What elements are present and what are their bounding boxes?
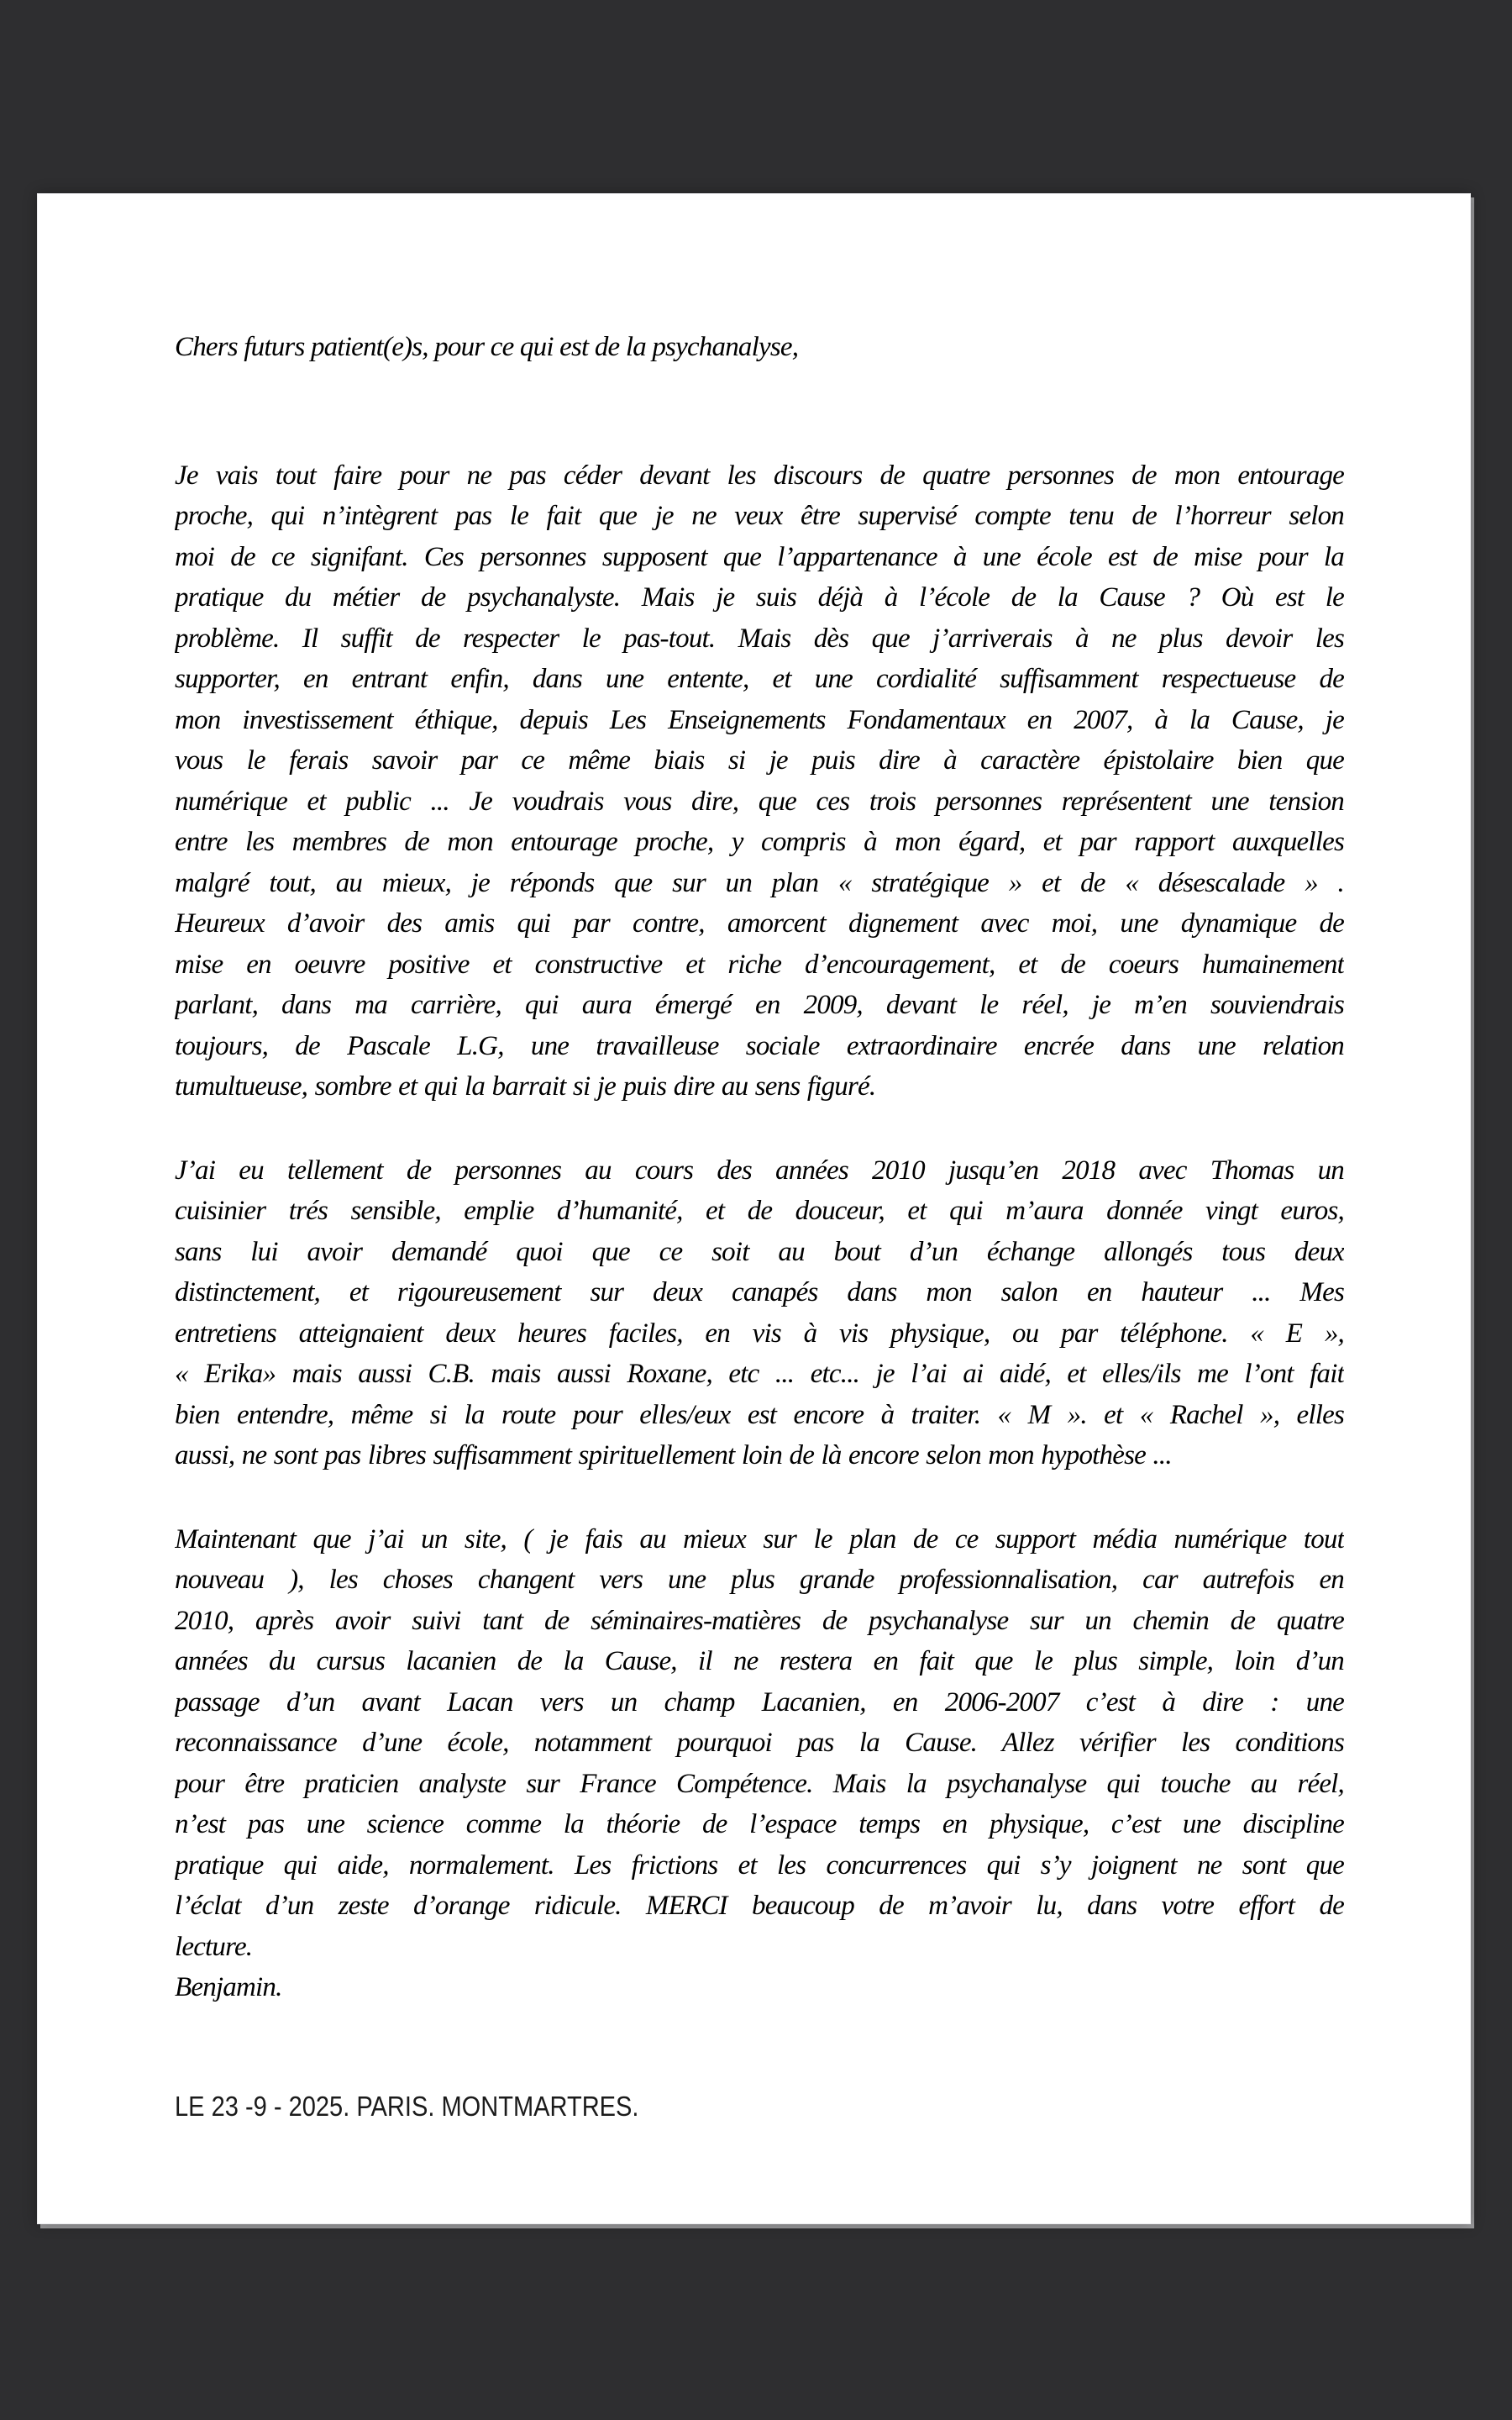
letter-line: moi de ce signifant. Ces personnes supposent que l’appartenance à une école est de mise pour la [175, 541, 1344, 572]
letter-line: distinctement, et rigoureusement sur deux canapés dans mon salon en hauteur ... Mes [175, 1277, 1344, 1307]
letter-line: pratique qui aide, normalement. Les frictions et les concurrences qui s’y joignent ne sont que [175, 1849, 1344, 1881]
letter-page [37, 193, 1471, 2224]
date-location-line: LE 23 -9 - 2025. PARIS. MONTMARTRES. [175, 2090, 639, 2122]
letter-line: Benjamin. [175, 1972, 282, 2002]
letter-body [175, 455, 1344, 2008]
letter-line: « Erika» mais aussi C.B. mais aussi Roxane, etc ... etc... je l’ai ai aidé, et elles/ils me l’ont fait [175, 1359, 1344, 1389]
letter-paragraph-2 [175, 1150, 1344, 1476]
letter-line: reconnaissance d’une école, notamment pourquoi pas la Cause. Allez vérifier les conditions [175, 1728, 1344, 1758]
letter-line: cuisinier trés sensible, emplie d’humanité, et de douceur, et qui m’aura donnée vingt euros, [175, 1196, 1344, 1226]
letter-line: tumultueuse, sombre et qui la barrait si je puis dire au sens figuré. [175, 1071, 876, 1102]
letter-paragraph-1 [175, 455, 1344, 1107]
letter-line: n’est pas une science comme la théorie de l’espace temps en physique, c’est une discipline [175, 1809, 1344, 1839]
letter-content [38, 194, 1470, 2123]
letter-line: entre les membres de mon entourage proche, y compris à mon égard, et par rapport auxquelles [175, 827, 1344, 857]
letter-line: supporter, en entrant enfin, dans une entente, et une cordialité suffisamment respectueuse de [175, 664, 1344, 694]
letter-line: numérique et public ... Je voudrais vous dire, que ces trois personnes représentent une tension [175, 786, 1344, 817]
letter-line: nouveau ), les choses changent vers une plus grande professionnalisation, car autrefois en [175, 1565, 1344, 1595]
letter-line: Maintenant que j’ai un site, ( je fais au mieux sur le plan de ce support média numérique tout [175, 1523, 1344, 1555]
letter-line: toujours, de Pascale L.G, une travailleuse sociale extraordinaire encrée dans une relation [175, 1030, 1344, 1061]
letter-line: problème. Il suffit de respecter le pas-tout. Mais dès que j’arriverais à ne plus devoir les [175, 623, 1344, 654]
letter-line: mise en oeuvre positive et constructive et riche d’encouragement, et de coeurs humainement [175, 949, 1344, 980]
letter-line: entretiens atteignaient deux heures faciles, en vis à vis physique, ou par téléphone. « E », [175, 1318, 1344, 1349]
letter-line: pour être praticien analyste sur France Compétence. Mais la psychanalyse qui touche au réel, [175, 1768, 1344, 1799]
letter-line: J’ai eu tellement de personnes au cours des années 2010 jusqu’en 2018 avec Thomas un [175, 1155, 1344, 1186]
letter-paragraph-3 [175, 1519, 1344, 2008]
letter-line: sans lui avoir demandé quoi que ce soit au bout d’un échange allongés tous deux [175, 1236, 1344, 1267]
letter-line: lecture. [175, 1931, 253, 1962]
letter-line: malgré tout, au mieux, je réponds que sur un plan « stratégique » et de « désescalade » . [175, 867, 1344, 898]
letter-line: Je vais tout faire pour ne pas céder devant les discours de quatre personnes de mon entourage [175, 460, 1344, 491]
letter-line: pratique du métier de psychanalyste. Mais je suis déjà à l’école de la Cause ? Où est le [175, 582, 1344, 613]
letter-line: l’éclat d’un zeste d’orange ridicule. MERCI beaucoup de m’avoir lu, dans votre effort de [175, 1891, 1344, 1921]
letter-line: 2010, après avoir suivi tant de séminaires-matières de psychanalyse sur un chemin de quatre [175, 1605, 1344, 1636]
letter-line: mon investissement éthique, depuis Les Enseignements Fondamentaux en 2007, à la Cause, je [175, 704, 1344, 735]
letter-line: proche, qui n’intègrent pas le fait que je ne veux être supervisé compte tenu de l’horreur selon [175, 501, 1344, 531]
letter-line: parlant, dans ma carrière, qui aura émergé en 2009, devant le réel, je m’en souviendrais [175, 990, 1344, 1020]
letter-line: bien entendre, même si la route pour elles/eux est encore à traiter. « M ». et « Rachel », elles [175, 1399, 1344, 1430]
letter-line: aussi, ne sont pas libres suffisamment spirituellement loin de là encore selon mon hypothèse ... [175, 1440, 1172, 1470]
letter-line: vous le ferais savoir par ce même biais si je puis dire à caractère épistolaire bien que [175, 745, 1344, 776]
letter-line: Heureux d’avoir des amis qui par contre, amorcent dignement avec moi, une dynamique de [175, 908, 1344, 939]
letter-line: passage d’un avant Lacan vers un champ Lacanien, en 2006-2007 c’est à dire : une [175, 1686, 1344, 1718]
letter-line: années du cursus lacanien de la Cause, il ne restera en fait que le plus simple, loin d’un [175, 1646, 1344, 1676]
letter-salutation: Chers futurs patient(e)s, pour ce qui est de la psychanalyse, [175, 332, 799, 362]
